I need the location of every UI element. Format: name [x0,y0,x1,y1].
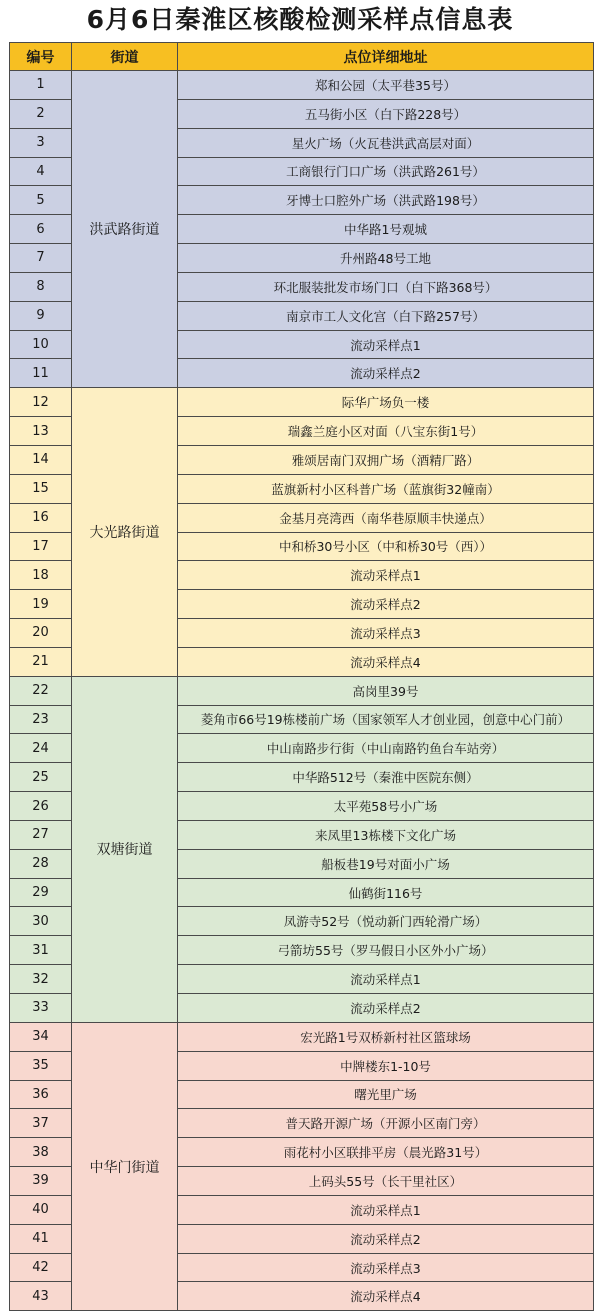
table-row [10,388,594,417]
street-name: 中华门街道 [72,1022,178,1310]
site-number: 29 [10,878,72,907]
table-row [10,676,594,705]
site-number: 28 [10,849,72,878]
site-number: 10 [10,330,72,359]
site-number: 4 [10,157,72,186]
site-address: 工商银行门口广场（洪武路261号） [178,157,594,186]
site-address: 流动采样点3 [178,1253,594,1282]
site-address: 南京市工人文化宫（白下路257号） [178,301,594,330]
site-address: 上码头55号（长干里社区） [178,1167,594,1196]
site-address: 流动采样点2 [178,359,594,388]
sampling-sites-table [9,42,594,1311]
site-address: 高岗里39号 [178,676,594,705]
site-address: 流动采样点1 [178,330,594,359]
site-address: 金基月亮湾西（南华巷原顺丰快递点） [178,503,594,532]
site-number: 39 [10,1167,72,1196]
header-street: 街道 [72,43,178,71]
site-number: 22 [10,676,72,705]
site-address: 牙博士口腔外广场（洪武路198号） [178,186,594,215]
table-row [10,71,594,100]
site-address: 中牌楼东1-10号 [178,1051,594,1080]
site-address: 郑和公园（太平巷35号） [178,71,594,100]
site-number: 13 [10,417,72,446]
site-address: 瑞鑫兰庭小区对面（八宝东街1号） [178,417,594,446]
site-address: 流动采样点4 [178,647,594,676]
site-address: 中山南路步行街（中山南路钓鱼台车站旁） [178,734,594,763]
site-address: 流动采样点1 [178,561,594,590]
site-address: 流动采样点3 [178,619,594,648]
site-address: 流动采样点2 [178,1224,594,1253]
site-address: 曙光里广场 [178,1080,594,1109]
site-number: 36 [10,1080,72,1109]
site-number: 12 [10,388,72,417]
street-name: 双塘街道 [72,676,178,1022]
site-number: 11 [10,359,72,388]
site-address: 雨花村小区联排平房（晨光路31号） [178,1138,594,1167]
page-title: 6月6日秦淮区核酸检测采样点信息表 [86,5,514,34]
site-address: 普天路开源广场（开源小区南门旁） [178,1109,594,1138]
site-number: 42 [10,1253,72,1282]
site-number: 37 [10,1109,72,1138]
site-number: 18 [10,561,72,590]
site-number: 6 [10,215,72,244]
site-number: 32 [10,965,72,994]
site-number: 27 [10,820,72,849]
site-number: 15 [10,474,72,503]
site-number: 25 [10,763,72,792]
site-address: 宏光路1号双桥新村社区篮球场 [178,1022,594,1051]
site-number: 41 [10,1224,72,1253]
site-number: 43 [10,1282,72,1311]
site-number: 17 [10,532,72,561]
site-number: 30 [10,907,72,936]
street-name: 洪武路街道 [72,71,178,388]
site-number: 16 [10,503,72,532]
site-address: 五马街小区（白下路228号） [178,99,594,128]
site-address: 流动采样点1 [178,1195,594,1224]
site-number: 8 [10,272,72,301]
site-address: 弓箭坊55号（罗马假日小区外小广场） [178,936,594,965]
table-body [10,71,594,1311]
site-address: 来凤里13栋楼下文化广场 [178,820,594,849]
header-address: 点位详细地址 [178,43,594,71]
table-row [10,1022,594,1051]
site-address: 凤游寺52号（悦动新门西轮滑广场） [178,907,594,936]
site-address: 蓝旗新村小区科普广场（蓝旗街32幢南） [178,474,594,503]
street-name: 大光路街道 [72,388,178,676]
site-address: 太平苑58号小广场 [178,792,594,821]
site-address: 际华广场负一楼 [178,388,594,417]
site-address: 流动采样点4 [178,1282,594,1311]
site-number: 9 [10,301,72,330]
site-address: 仙鹤街116号 [178,878,594,907]
header-row [10,43,594,71]
site-address: 中华路1号观城 [178,215,594,244]
site-number: 3 [10,128,72,157]
site-address: 雅颂居南门双拥广场（酒精厂路） [178,445,594,474]
site-number: 24 [10,734,72,763]
site-number: 5 [10,186,72,215]
site-address: 船板巷19号对面小广场 [178,849,594,878]
site-address: 中和桥30号小区（中和桥30号（西）） [178,532,594,561]
site-address: 菱角市66号19栋楼前广场（国家领军人才创业园，创意中心门前） [178,705,594,734]
site-number: 20 [10,619,72,648]
site-address: 流动采样点2 [178,994,594,1023]
header-no: 编号 [10,43,72,71]
site-number: 35 [10,1051,72,1080]
site-address: 升州路48号工地 [178,244,594,273]
site-number: 14 [10,445,72,474]
site-number: 26 [10,792,72,821]
site-address: 流动采样点2 [178,590,594,619]
site-number: 2 [10,99,72,128]
site-number: 7 [10,244,72,273]
site-number: 38 [10,1138,72,1167]
site-number: 33 [10,994,72,1023]
site-address: 星火广场（火瓦巷洪武高层对面） [178,128,594,157]
site-address: 环北服装批发市场门口（白下路368号） [178,272,594,301]
site-number: 21 [10,647,72,676]
site-address: 中华路512号（秦淮中医院东侧） [178,763,594,792]
site-number: 19 [10,590,72,619]
site-number: 1 [10,71,72,100]
site-number: 31 [10,936,72,965]
site-number: 34 [10,1022,72,1051]
site-number: 40 [10,1195,72,1224]
site-address: 流动采样点1 [178,965,594,994]
site-number: 23 [10,705,72,734]
